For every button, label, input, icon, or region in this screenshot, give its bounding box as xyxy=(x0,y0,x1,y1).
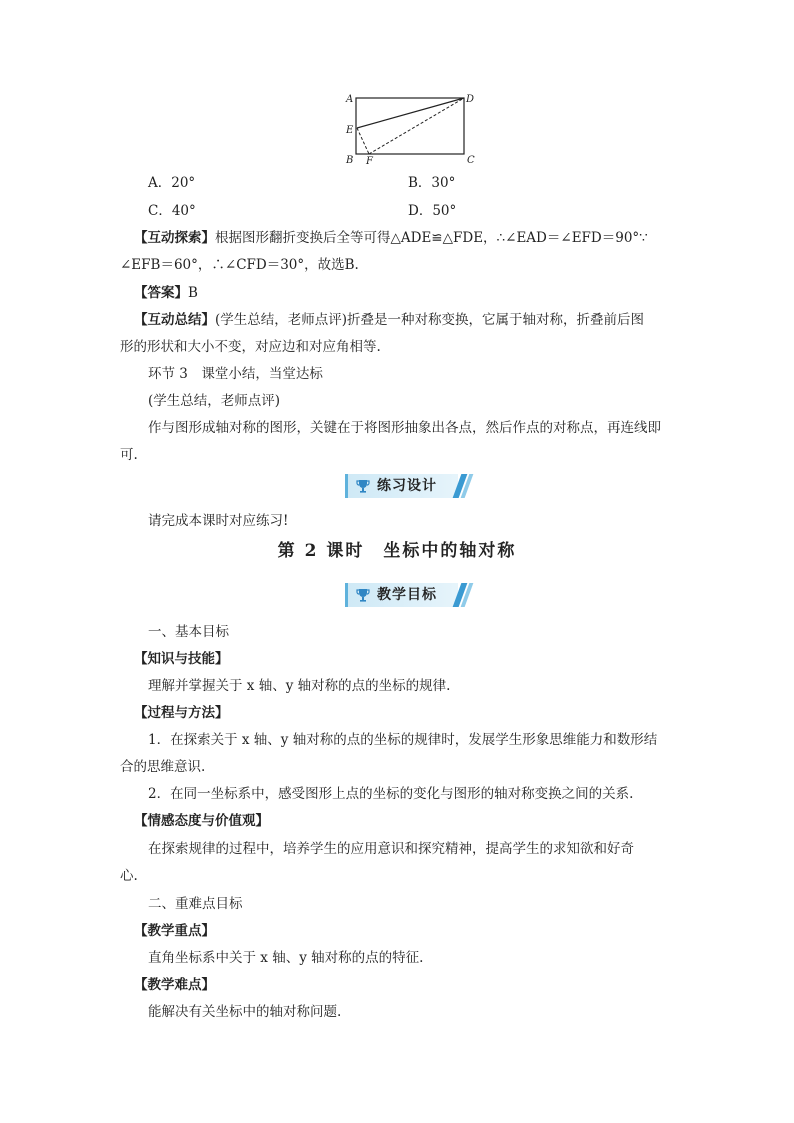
explore-line-1 xyxy=(134,229,648,247)
label-c: C xyxy=(467,155,475,166)
section3-body-1: 作与图形成轴对称的图形，关键在于将图形抽象出各点，然后作点的对称点，再连线即 xyxy=(148,420,661,436)
explore-text-1: 根据图形翻折变换后全等可得△ADE≌△FDE，∴∠EAD＝∠EFD＝90°∵ xyxy=(215,230,648,246)
practice-text: 请完成本课时对应练习! xyxy=(148,513,289,529)
goals-banner xyxy=(345,583,469,607)
option-d: D．50° xyxy=(408,203,457,219)
emotion-tag: 【情感态度与价值观】 xyxy=(134,813,269,829)
explore-line-2: ∠EFB＝60°，∴∠CFD＝30°，故选B. xyxy=(120,257,359,273)
key-heading: 二、重难点目标 xyxy=(148,896,243,912)
option-c: C．40° xyxy=(148,203,196,219)
goals-basic-heading: 一、基本目标 xyxy=(148,624,229,640)
summary-tag: 【互动总结】 xyxy=(134,312,215,328)
label-b: B xyxy=(346,155,354,166)
section3-note: (学生总结，老师点评) xyxy=(148,393,281,409)
trophy-icon xyxy=(355,478,371,494)
process-text-1b: 合的思维意识. xyxy=(120,759,206,775)
summary-line-1 xyxy=(134,311,644,329)
knowledge-text: 理解并掌握关于 x 轴、y 轴对称的点的坐标的规律. xyxy=(148,678,451,694)
section3-title: 环节 3 课堂小结，当堂达标 xyxy=(148,366,323,382)
answer-line xyxy=(134,284,198,302)
goals-banner-label: 教学目标 xyxy=(377,587,437,603)
answer-value: B xyxy=(188,285,198,301)
segment-ef xyxy=(357,128,369,154)
process-tag: 【过程与方法】 xyxy=(134,705,229,721)
difficult-tag: 【教学难点】 xyxy=(134,977,215,993)
explore-tag: 【互动探索】 xyxy=(134,230,215,246)
process-text-2: 2．在同一坐标系中，感受图形上点的坐标的变化与图形的轴对称变换之间的关系. xyxy=(148,786,634,802)
emotion-text-1: 在探索规律的过程中，培养学生的应用意识和探究精神，提高学生的求知欲和好奇 xyxy=(148,841,634,857)
option-b: B．30° xyxy=(408,175,456,191)
segment-fd xyxy=(369,98,464,154)
segment-ed xyxy=(357,98,464,128)
focus-tag: 【教学重点】 xyxy=(134,923,215,939)
label-f: F xyxy=(366,156,373,167)
rectangle-fold-figure xyxy=(338,88,488,168)
focus-text: 直角坐标系中关于 x 轴、y 轴对称的点的特征. xyxy=(148,950,424,966)
summary-text-1: (学生总结，老师点评)折叠是一种对称变换，它属于轴对称，折叠前后图 xyxy=(215,312,645,328)
rectangle-abcd xyxy=(356,98,464,154)
label-d: D xyxy=(466,94,475,105)
section3-body-2: 可. xyxy=(120,447,138,463)
trophy-icon xyxy=(355,587,371,603)
practice-banner-label: 练习设计 xyxy=(377,478,437,494)
emotion-text-2: 心. xyxy=(120,868,138,884)
label-a: A xyxy=(346,94,354,105)
difficult-text: 能解决有关坐标中的轴对称问题. xyxy=(148,1004,342,1020)
knowledge-tag: 【知识与技能】 xyxy=(134,651,229,667)
lesson-title: 第 2 课时 坐标中的轴对称 xyxy=(277,541,517,561)
label-e: E xyxy=(346,125,354,136)
practice-banner xyxy=(345,474,469,498)
summary-line-2: 形的形状和大小不变，对应边和对应角相等. xyxy=(120,339,381,355)
option-a: A．20° xyxy=(148,175,196,191)
process-text-1a: 1．在探索关于 x 轴、y 轴对称的点的坐标的规律时，发展学生形象思维能力和数形结 xyxy=(148,732,658,748)
answer-tag: 【答案】 xyxy=(134,285,188,301)
